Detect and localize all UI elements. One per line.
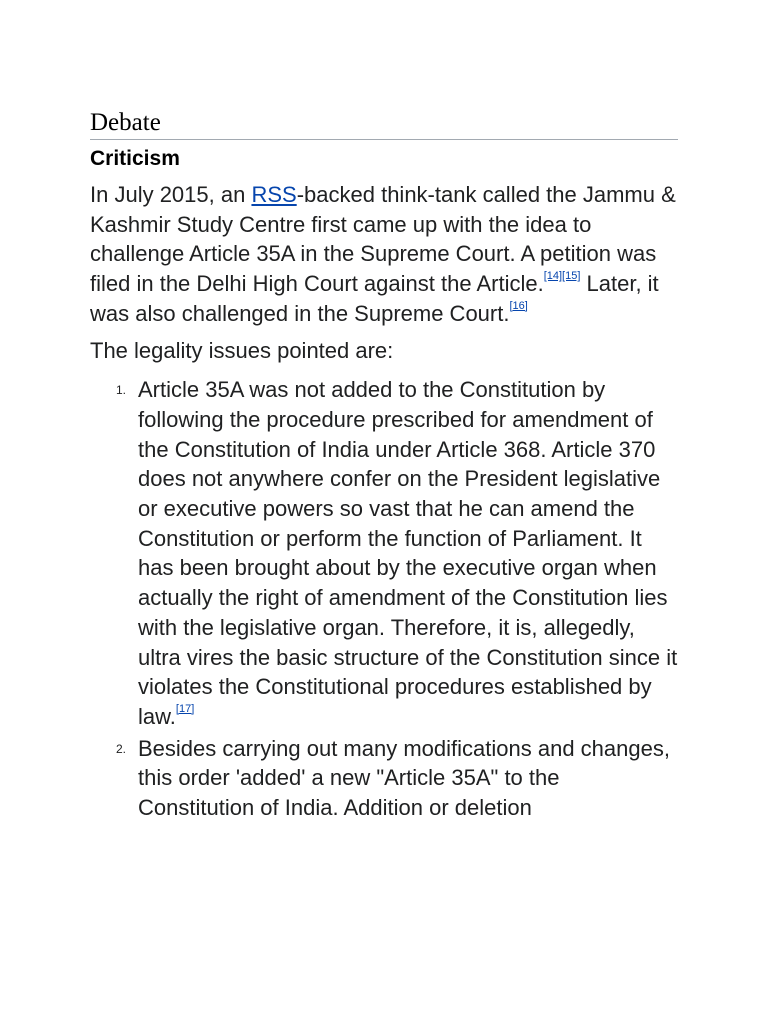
- list-marker: 1.: [116, 383, 127, 398]
- citation-15[interactable]: [562, 270, 580, 282]
- citation-15-link[interactable]: [15]: [562, 270, 581, 283]
- citation-14-link[interactable]: [14]: [543, 270, 563, 283]
- article-content: [90, 108, 678, 825]
- paragraph-legality-intro: The legality issues pointed are:: [90, 337, 394, 363]
- list-item-text: Besides carrying out many modifications and changes, this order 'added' a new "Article 35A" to the Constitution of India. Addition or deletion: [138, 735, 670, 821]
- list-item: [90, 375, 678, 731]
- paragraph-petition: [90, 180, 678, 329]
- section-heading-debate: Debate: [90, 108, 678, 140]
- paragraph-text: -backed think-tank called the Jammu & Kashmir Study Centre first came up with the idea to challenge Article 35A in the Supreme Court. A petition was filed in the Delhi High Court against the Article.: [90, 182, 676, 297]
- list-item-text: Article 35A was not added to the Constitution by following the procedure prescribed for amendment of the Constitution of India under Article 368. Article 370 does not anywhere confer on the President legislative or executive powers so vast that he can amend the Constitution or perform the function of Parliament. It has been brought about by the executive organ when actually the right of amendment of the Constitution lies with the legislative organ. Therefore, it is, allegedly, ultra vires the basic structure of the Constitution since it violates the Constitutional procedures established by law.: [138, 377, 678, 729]
- citation-17[interactable]: [176, 703, 194, 715]
- paragraph-text: In July 2015, an: [90, 182, 252, 207]
- citation-16[interactable]: [509, 300, 527, 312]
- citation-16-link[interactable]: [16]: [509, 299, 528, 312]
- paragraph-text: Later, it was also challenged in the Supreme Court.: [90, 271, 659, 326]
- rss-link[interactable]: RSS: [251, 182, 297, 207]
- list-item: [90, 734, 678, 823]
- subsection-heading-criticism: Criticism: [90, 147, 180, 170]
- citation-14[interactable]: [544, 270, 562, 282]
- citation-17-link[interactable]: [17]: [175, 702, 195, 715]
- list-marker: 2.: [116, 741, 127, 756]
- legality-issues-list: [90, 375, 678, 823]
